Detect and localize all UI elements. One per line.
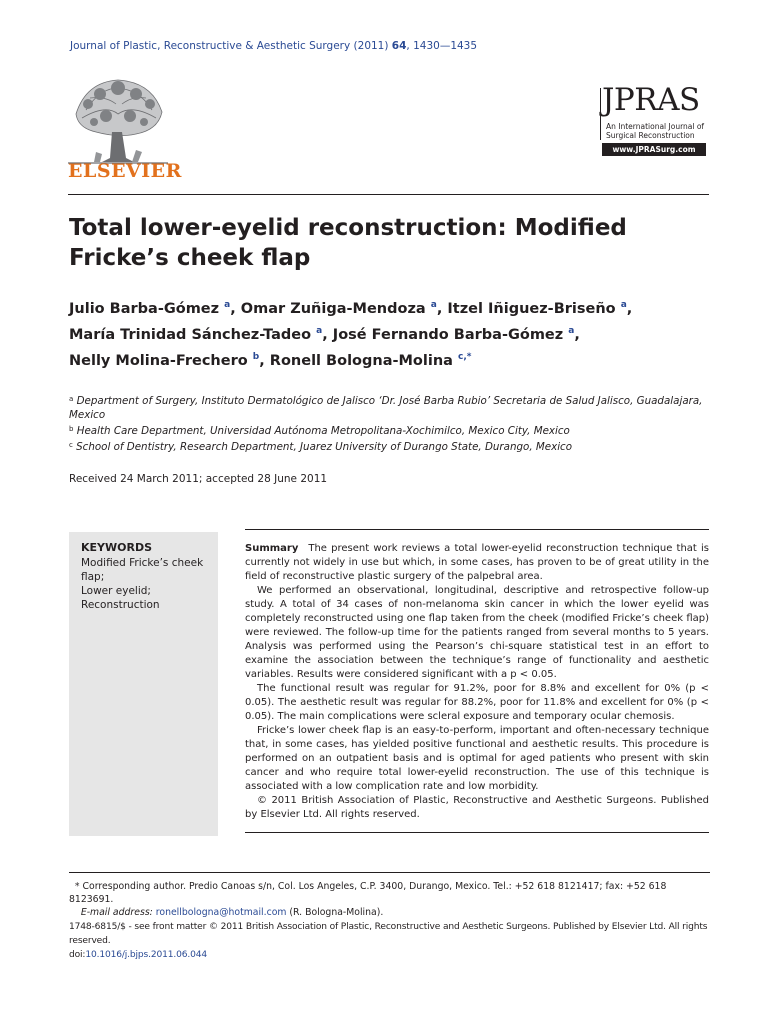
corresponding-address: Corresponding author. Predio Canoas s/n, Col. Los Angeles, C.P. 3400, Durango, Mexico. Tel.: +52 618 8121417; fax: +52 618 8123691. <box>69 881 667 905</box>
author-name: José Fernando Barba-Gómez <box>332 327 564 343</box>
article-title: Total lower-eyelid reconstruction: Modified Fricke’s cheek flap <box>69 215 627 271</box>
footnote-divider <box>69 872 710 873</box>
keyword-item: Lower eyelid; <box>81 585 151 597</box>
author-separator: , <box>626 301 633 317</box>
doi-link[interactable]: 10.1016/j.bjps.2011.06.044 <box>85 950 208 960</box>
author-separator: , <box>259 353 270 369</box>
jpras-logo <box>600 82 708 160</box>
journal-volume: 64 <box>391 40 407 52</box>
abstract-copyright: © 2011 British Association of Plastic, Reconstructive and Aesthetic Surgeons. Published by Elsevier Ltd. All rights reserved. <box>245 795 709 820</box>
jpras-logo-subtitle-1: An International Journal of <box>606 122 705 131</box>
affiliation-list <box>69 392 709 454</box>
email-link[interactable]: ronellbologna@hotmail.com <box>155 907 287 918</box>
affiliation-item <box>69 422 709 438</box>
affiliation-item <box>69 438 709 454</box>
jpras-logo-divider <box>600 88 601 140</box>
author-separator: , <box>230 301 241 317</box>
affiliation-mark: b <box>69 425 74 433</box>
author-name: Julio Barba-Gómez <box>69 301 220 317</box>
journal-name: Journal of Plastic, Reconstructive & Aesthetic Surgery (2011) <box>70 40 389 52</box>
footnote-mark: * <box>74 881 80 892</box>
author-name: Nelly Molina-Frechero <box>69 353 248 369</box>
abstract-paragraph <box>245 542 709 584</box>
keywords-list <box>81 556 216 612</box>
author-affiliation-mark[interactable]: a <box>620 300 627 310</box>
author-affiliation-mark[interactable]: a <box>224 300 231 310</box>
keywords-panel <box>69 532 218 836</box>
email-label: E-mail address: <box>80 907 153 918</box>
author-affiliation-mark[interactable]: a <box>430 300 437 310</box>
author-list <box>69 294 709 372</box>
affiliation-mark: a <box>69 395 74 403</box>
jpras-logo-subtitle-2: Surgical Reconstruction <box>606 131 695 140</box>
author-affiliation-mark[interactable]: b <box>252 352 260 362</box>
abstract-text: The present work reviews a total lower-eyelid reconstruction technique that is currently not widely in use but which, in some cases, has proven to be of great utility in the field of reconstructive plastic surgery of the palpebral area. <box>245 543 709 582</box>
affiliation-text: Department of Surgery, Instituto Dermatológico de Jalisco ‘Dr. José Barba Rubio’ Secretaria de Salud Jalisco, Guadalajara, Mexico <box>69 395 703 421</box>
footnote-line <box>69 880 709 906</box>
corresponding-author-footnote <box>69 880 709 919</box>
author-name: Omar Zuñiga-Mendoza <box>240 301 426 317</box>
abstract-label: Summary <box>245 543 299 554</box>
author-separator: , <box>574 327 580 343</box>
abstract-bottom-rule <box>245 832 709 833</box>
front-matter-copyright <box>69 920 709 962</box>
abstract-paragraph: The functional result was regular for 91.2%, poor for 8.8% and excellent for 0% (p < 0.05). The aesthetic result was regular for 88.2%, poor for 11.8% and excellent for 0% (p < 0.05). The main complications were scleral exposure and temporary ocular chemosis. <box>245 683 709 722</box>
received-dates: Received 24 March 2011; accepted 28 June 2011 <box>69 473 328 485</box>
author-affiliation-mark[interactable]: c,* <box>458 352 472 362</box>
keyword-item: Reconstruction <box>81 599 160 611</box>
jpras-logo-url[interactable]: www.JPRASurg.com <box>602 143 706 156</box>
journal-reference[interactable] <box>70 40 477 52</box>
journal-pages: , 1430—1435 <box>406 40 478 52</box>
elsevier-wordmark: ELSEVIER <box>68 160 182 182</box>
abstract-paragraph: Fricke’s lower cheek flap is an easy-to-perform, important and often-necessary technique that, in some cases, has yielded positive functional and aesthetic results. This procedure is performed on an outpatient basis and is optimal for aged patients who present with skin cancer and who require total lower-eyelid reconstruction. The use of this technique is associated with a low complication rate and low morbidity. <box>245 725 709 792</box>
copyright-line: 1748-6815/$ - see front matter © 2011 British Association of Plastic, Reconstructive and Aesthetic Surgeons. Published by Elsevier Ltd. All rights reserved. <box>69 922 708 946</box>
author-name: María Trinidad Sánchez-Tadeo <box>69 327 312 343</box>
affiliation-item <box>69 392 709 422</box>
doi-line <box>69 948 709 962</box>
affiliation-mark: c <box>69 441 73 449</box>
email-owner: (R. Bologna-Molina). <box>289 907 384 918</box>
header-divider <box>68 194 709 195</box>
author-name: Itzel Iñiguez-Briseño <box>447 301 616 317</box>
abstract-paragraph: We performed an observational, longitudinal, descriptive and retrospective follow-up study. A total of 34 cases of non-melanoma skin cancer in which the lower eyelid was completely reconstructed using one flap taken from the cheek (modified Fricke’s cheek flap) were reviewed. The follow-up time for the patients ranged from several months to 5 years. Analysis was performed using the Pearson’s chi-square statistical test in an effort to examine the association between the technique’s range of functionality and aesthetic variables. Results were considered significant with a p < 0.05. <box>245 585 709 680</box>
footnote-email-line <box>69 906 709 919</box>
affiliation-text: Health Care Department, Universidad Autónoma Metropolitana-Xochimilco, Mexico City, Mexico <box>76 425 570 437</box>
doi-prefix: doi: <box>69 950 86 960</box>
author-affiliation-mark[interactable]: a <box>316 326 323 336</box>
affiliation-text: School of Dentistry, Research Department, Juarez University of Durango State, Durango, Mexico <box>76 441 573 453</box>
author-name: Ronell Bologna-Molina <box>269 353 453 369</box>
keywords-heading: KEYWORDS <box>81 541 153 554</box>
abstract <box>245 542 709 822</box>
jpras-logo-title: JPRAS <box>602 82 700 118</box>
author-affiliation-mark[interactable]: a <box>568 326 575 336</box>
abstract-top-rule <box>245 529 709 530</box>
author-separator: , <box>322 327 333 343</box>
keyword-item: Modified Fricke’s cheek flap; <box>81 557 204 583</box>
author-separator: , <box>436 301 448 317</box>
